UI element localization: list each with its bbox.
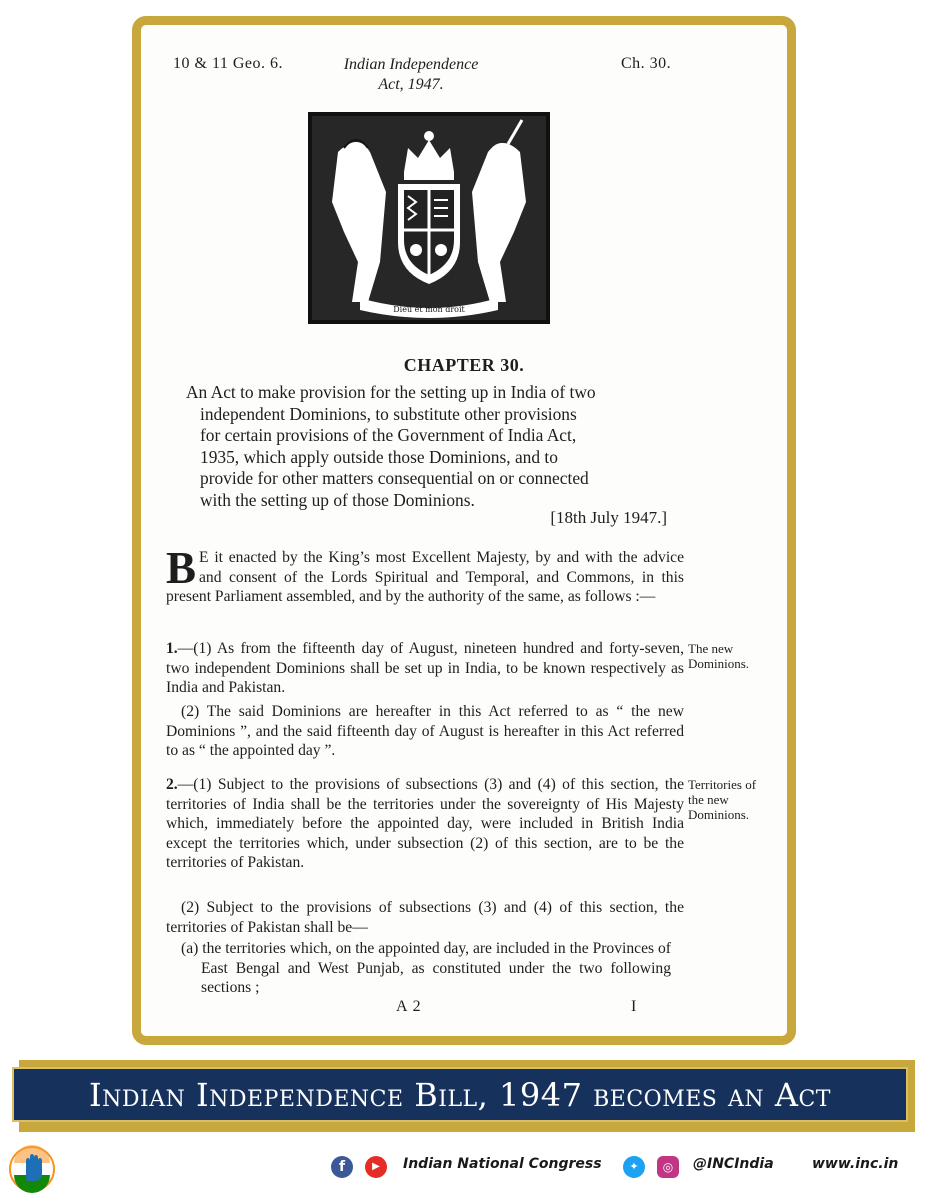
signature-mark: A 2 bbox=[396, 998, 422, 1015]
assent-date: [18th July 1947.] bbox=[550, 508, 667, 527]
social-handle[interactable]: @INCIndia bbox=[693, 1156, 774, 1172]
twitter-icon[interactable]: ✦ bbox=[623, 1156, 645, 1178]
section-2-2: (2) Subject to the provisions of subsections (3) and (4) of this section, the territories of Pakistan shall be— bbox=[166, 899, 684, 936]
section-2-1: 2.—(1) Subject to the provisions of subsections (3) and (4) of this section, the territories of India shall be the territories under the sovereignty of His Majesty which, immediately before the appointed day, were included in British India except the territories which, under subsection (2) of this section, are to be the territories of Pakistan. bbox=[166, 776, 684, 871]
headline-banner: Indian Independence Bill, 1947 becomes an Act bbox=[12, 1067, 908, 1122]
chapter-ref: Ch. 30. bbox=[621, 55, 672, 72]
congress-hand-logo-icon bbox=[8, 1145, 56, 1193]
crest-motto: Dieu et mon droit bbox=[393, 305, 465, 314]
footer-bar bbox=[0, 1140, 927, 1200]
youtube-icon[interactable]: ▶ bbox=[365, 1156, 387, 1178]
margin-note-new-dominions: The new Dominions. bbox=[688, 641, 750, 671]
website-link[interactable]: www.inc.in bbox=[812, 1156, 899, 1172]
running-title: Indian Independence Act, 1947. bbox=[343, 56, 479, 93]
regnal-year: 10 & 11 Geo. 6. bbox=[173, 55, 284, 72]
enacting-formula: B E it enacted by the King’s most Excellent Majesty, by and with the advice and consent of the Lords Spiritual and Temporal, and Commons, in this present Parliament assembled, and by the authority of the same, as follows :— bbox=[166, 543, 684, 605]
org-name: Indian National Congress bbox=[403, 1156, 602, 1172]
chapter-title: CHAPTER 30. bbox=[403, 355, 525, 375]
instagram-icon[interactable]: ◎ bbox=[657, 1156, 679, 1178]
section-1-1: 1.—(1) As from the fifteenth day of August, nineteen hundred and forty-seven, two independent Dominions shall be set up in India, to be known respectively as India and Pakistan. bbox=[166, 640, 684, 696]
long-title: An Act to make provision for the setting up in India of two independent Dominions, to substitute other provisions for certain provisions of the Government of India Act, 1935, which apply outside those Dominions, and to provide for other matters consequential on or connected with the setting up of those Dominions. bbox=[186, 382, 596, 510]
facebook-icon[interactable]: f bbox=[331, 1156, 353, 1178]
section-1-2: (2) The said Dominions are hereafter in this Act referred to as “ the new Dominions ”, and the said fifteenth day of August is hereafter in this Act referred to as “ the appointed day ”. bbox=[166, 703, 684, 759]
page-number: I bbox=[631, 998, 637, 1015]
section-2-2-a: (a) the territories which, on the appointed day, are included in the Provinces of East Bengal and West Punjab, as constituted under the two following sections ; bbox=[181, 940, 671, 996]
margin-note-territories: Territories of the new Dominions. bbox=[688, 777, 757, 822]
royal-coat-of-arms-icon bbox=[308, 112, 550, 324]
document-frame bbox=[132, 16, 796, 1045]
drop-cap: B bbox=[166, 543, 197, 593]
act-page bbox=[141, 25, 787, 1036]
